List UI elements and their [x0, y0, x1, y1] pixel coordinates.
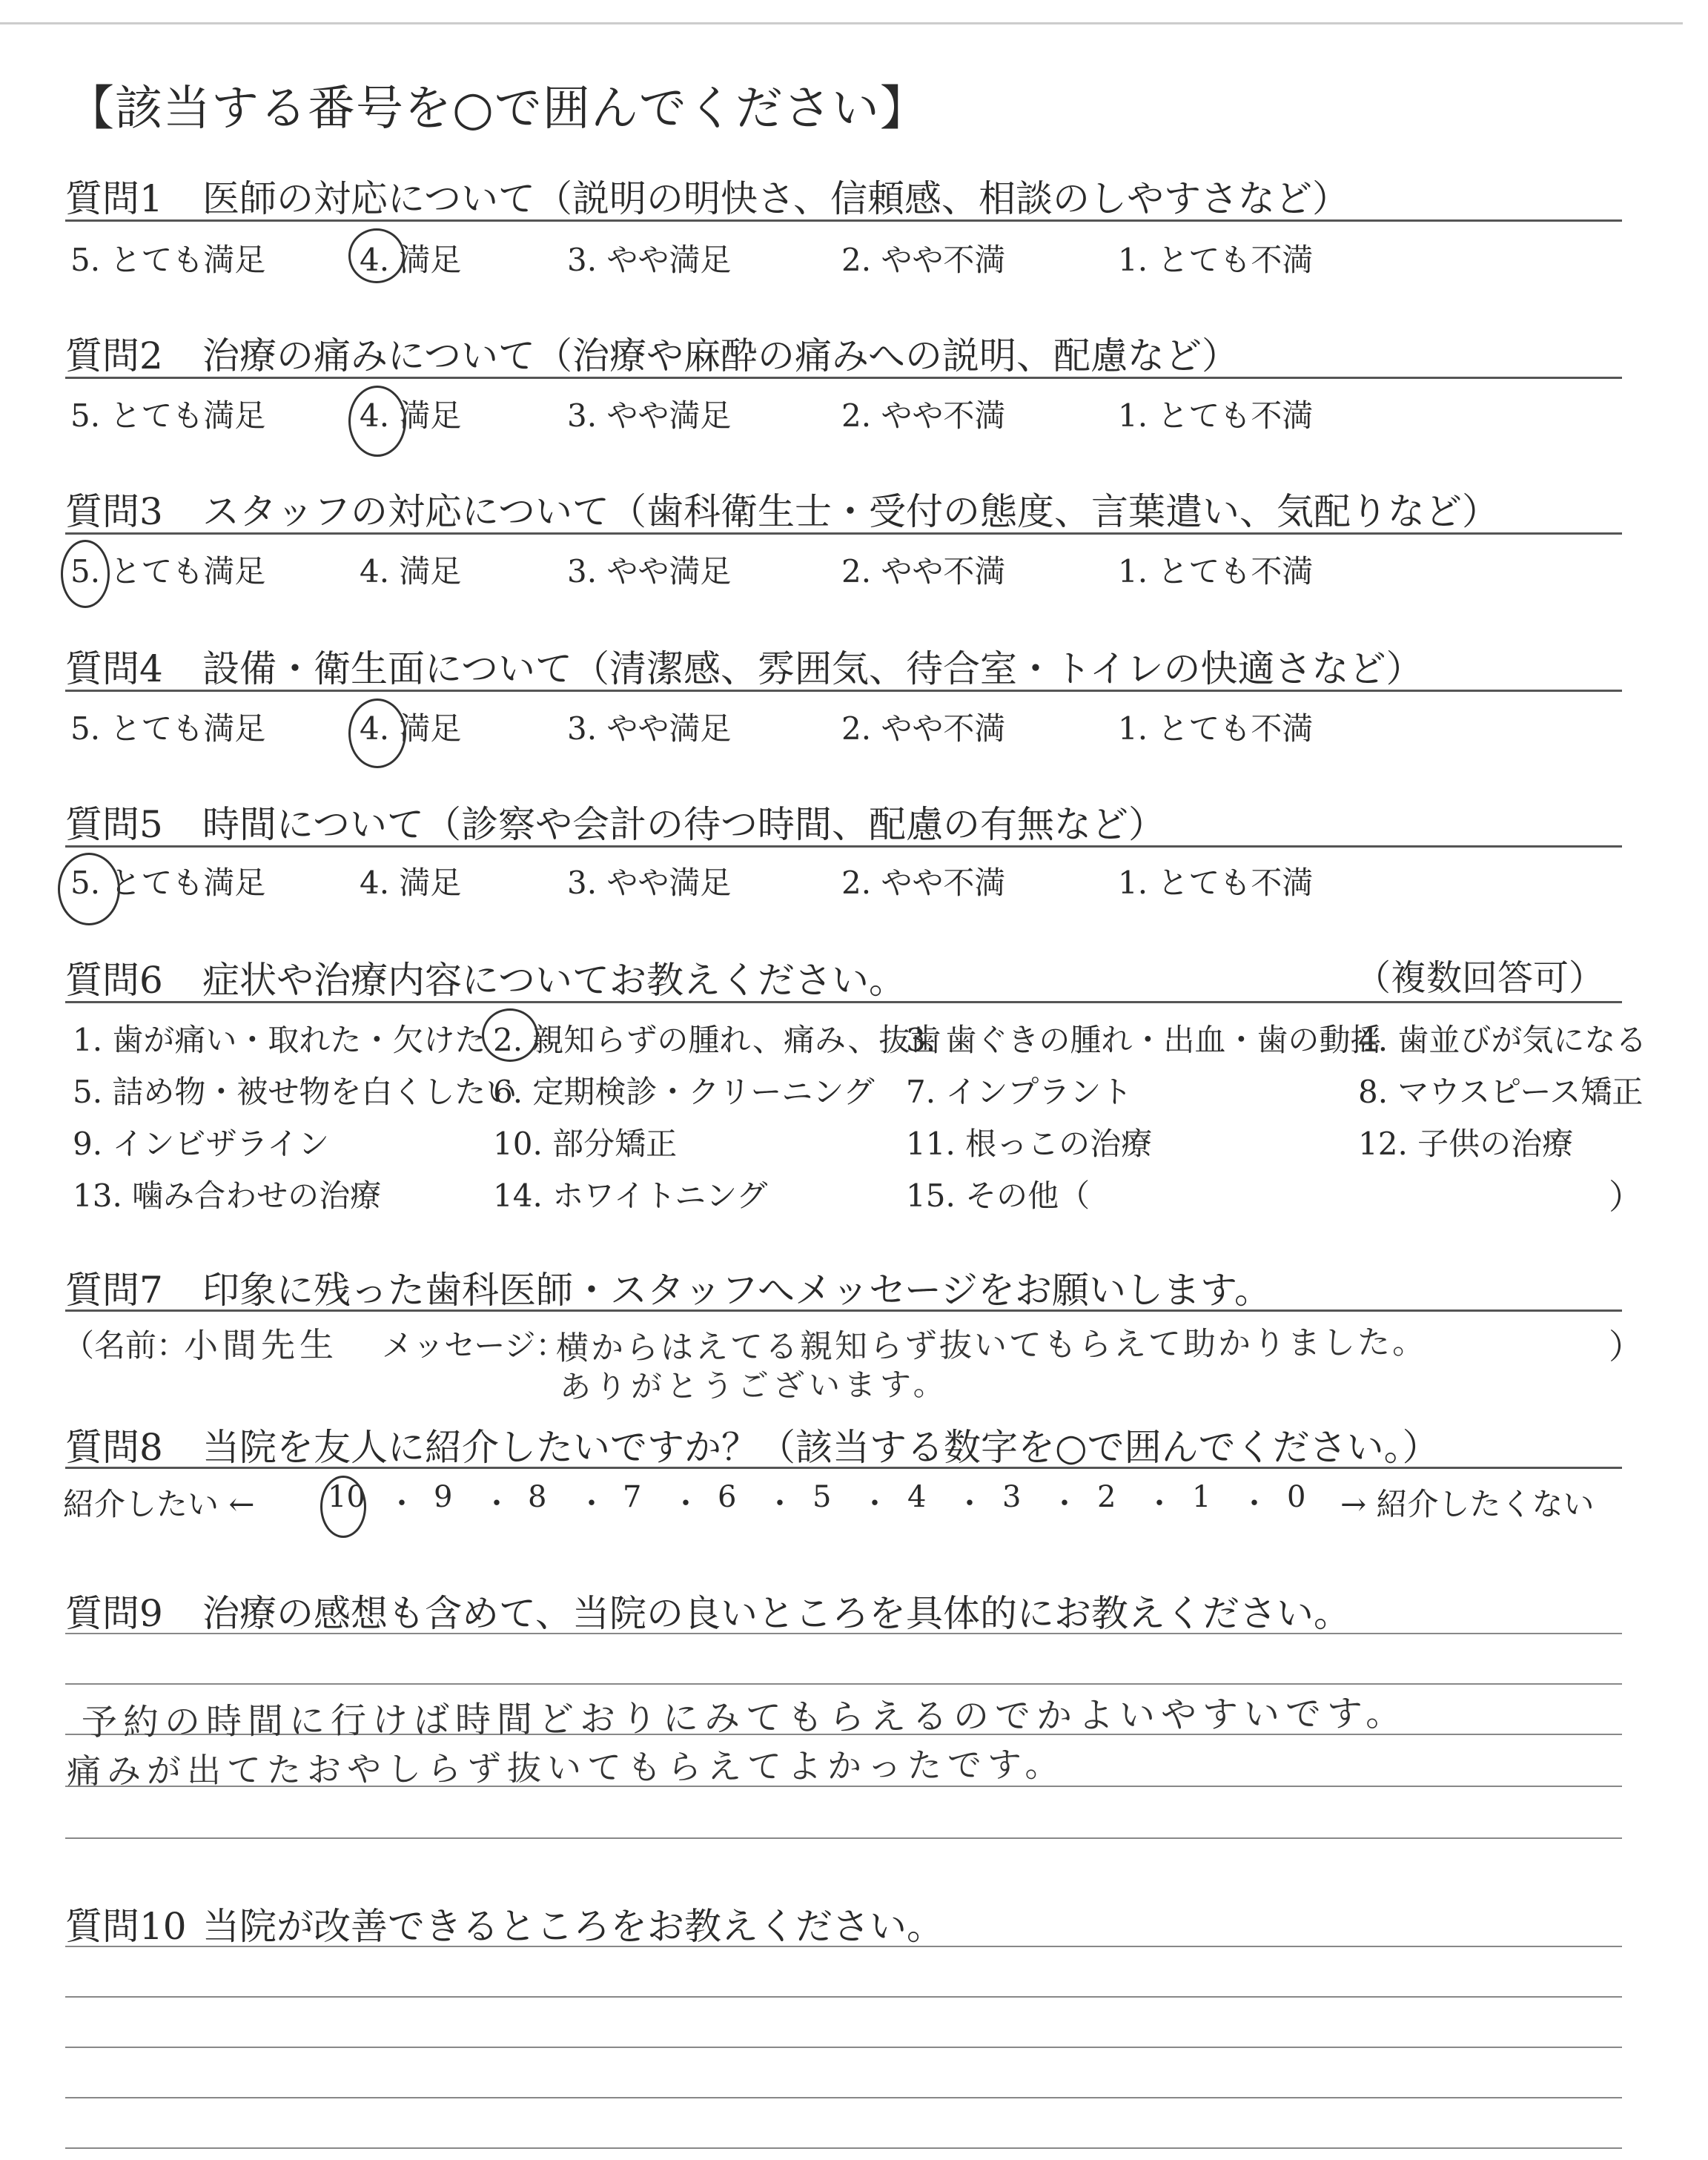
q6-option-10[interactable]: 10. 部分矯正: [493, 1126, 678, 1162]
q8-score-2[interactable]: 2: [1097, 1480, 1116, 1514]
question-9-title: 質問9 治療の感想も含めて、当院の良いところを具体的にお教えください。: [65, 1592, 1351, 1635]
q2-answer-circle: [348, 386, 406, 457]
question-5-rule: [65, 845, 1622, 848]
q8-score-4[interactable]: 4: [907, 1480, 927, 1514]
q1-option-2[interactable]: 2. やや不満: [841, 242, 1006, 278]
q2-option-3[interactable]: 3. やや満足: [567, 397, 732, 434]
q1-option-5[interactable]: 5. とても満足: [70, 242, 266, 278]
q4-option-2[interactable]: 2. やや不満: [841, 710, 1006, 747]
q8-score-9[interactable]: 9: [434, 1480, 453, 1514]
q9-answer-line-1: 予約の時間に行けば時間どおりにみてもらえるのでかよいやすいです。: [81, 1692, 1408, 1744]
q1-answer-circle: [348, 228, 405, 283]
question-10-title: 質問10 当院が改善できるところをお教えください。: [65, 1905, 944, 1948]
q8-dot: ・: [482, 1487, 512, 1521]
q8-dot: ・: [1239, 1487, 1269, 1521]
q2-option-5[interactable]: 5. とても満足: [70, 397, 266, 434]
q8-dot: ・: [765, 1487, 795, 1521]
q8-dot: ・: [1050, 1487, 1079, 1521]
q6-option-8[interactable]: 8. マウスピース矯正: [1358, 1074, 1644, 1110]
q7-message-line-2: ありがとうございます。: [559, 1366, 949, 1405]
q9-answer-line-2: 痛みが出てたおやしらず抜いてもらえてよかったです。: [66, 1744, 1065, 1791]
q8-right-label: → 紹介したくない: [1340, 1486, 1595, 1522]
question-5-title: 質問5 時間について（診察や会計の待つ時間、配慮の有無など）: [65, 803, 1165, 846]
q6-option-13[interactable]: 13. 噛み合わせの治療: [73, 1178, 382, 1214]
q8-dot: ・: [955, 1487, 984, 1521]
multiple-answer-note: （複数回答可）: [1354, 957, 1604, 999]
q6-option-5[interactable]: 5. 詰め物・被せ物を白くしたい: [73, 1074, 517, 1110]
q4-option-4[interactable]: 4. 満足: [360, 710, 462, 747]
q5-option-1[interactable]: 1. とても不満: [1118, 865, 1314, 901]
q6-option-12[interactable]: 12. 子供の治療: [1358, 1126, 1574, 1162]
q5-option-2[interactable]: 2. やや不満: [841, 865, 1006, 901]
q10-answer-line: [65, 1946, 1622, 1947]
q8-score-3[interactable]: 3: [1002, 1480, 1022, 1514]
q3-option-4[interactable]: 4. 満足: [360, 553, 462, 589]
question-3-rule: [65, 532, 1622, 535]
question-4-title: 質問4 設備・衛生面について（清潔感、雰囲気、待合室・トイレの快適さなど）: [65, 647, 1423, 690]
question-7-title: 質問7 印象に残った歯科医師・スタッフへメッセージをお願いします。: [65, 1269, 1271, 1312]
q3-option-2[interactable]: 2. やや不満: [841, 553, 1006, 589]
q8-score-10[interactable]: 10: [328, 1480, 365, 1514]
q3-option-1[interactable]: 1. とても不満: [1118, 553, 1314, 589]
question-4-rule: [65, 690, 1622, 692]
page-top-edge: [0, 22, 1683, 24]
q4-option-1[interactable]: 1. とても不満: [1118, 710, 1314, 747]
q9-answer-line: [65, 1633, 1622, 1634]
q3-option-5[interactable]: 5. とても満足: [70, 553, 266, 589]
q3-answer-circle: [61, 540, 110, 608]
q6-option-6[interactable]: 6. 定期検診・クリーニング: [493, 1074, 875, 1110]
q6-option-1[interactable]: 1. 歯が痛い・取れた・欠けた: [73, 1022, 486, 1058]
q6-option-4[interactable]: 4. 歯並びが気になる: [1358, 1022, 1647, 1058]
q6-option-3[interactable]: 3. 歯ぐきの腫れ・出血・歯の動揺: [906, 1022, 1382, 1058]
q8-left-label: 紹介したい ←: [63, 1486, 255, 1522]
q1-option-3[interactable]: 3. やや満足: [567, 242, 732, 278]
q7-message-line-1: 横からはえてる親知らず抜いてもらえて助かりました。: [555, 1323, 1428, 1368]
question-6-rule: [65, 1001, 1622, 1003]
question-3-title: 質問3 スタッフの対応について（歯科衛生士・受付の態度、言葉遣い、気配りなど）: [65, 490, 1499, 533]
question-7-rule: [65, 1309, 1622, 1312]
question-2-rule: [65, 377, 1622, 379]
q10-answer-line: [65, 2147, 1622, 2149]
q3-option-3[interactable]: 3. やや満足: [567, 553, 732, 589]
question-1-title: 質問1 医師の対応について（説明の明快さ、信頼感、相談のしやすさなど）: [65, 177, 1349, 220]
question-2-title: 質問2 治療の痛みについて（治療や麻酔の痛みへの説明、配慮など）: [65, 334, 1239, 377]
q7-message-label: メッセージ：: [382, 1327, 567, 1364]
q8-score-1[interactable]: 1: [1192, 1480, 1211, 1514]
q8-dot: ・: [671, 1487, 701, 1521]
question-8-title: 質問8 当院を友人に紹介したいですか？（該当する数字を○で囲んでください。）: [65, 1426, 1440, 1469]
question-6-title: 質問6 症状や治療内容についてお教えください。: [65, 959, 906, 1002]
q4-option-5[interactable]: 5. とても満足: [70, 710, 266, 747]
q9-answer-line: [65, 1837, 1622, 1839]
q5-option-5[interactable]: 5. とても満足: [70, 865, 266, 901]
q8-dot: ・: [577, 1487, 606, 1521]
q7-name-label: （名前：: [63, 1327, 188, 1364]
q8-answer-circle: [320, 1476, 366, 1538]
q8-score-5[interactable]: 5: [812, 1480, 832, 1514]
q8-score-7[interactable]: 7: [623, 1480, 642, 1514]
q6-answer-circle: [482, 1008, 538, 1062]
q6-option-11[interactable]: 11. 根っこの治療: [906, 1126, 1153, 1162]
q2-option-1[interactable]: 1. とても不満: [1118, 397, 1314, 434]
q6-option-9[interactable]: 9. インビザライン: [73, 1126, 330, 1162]
q10-answer-line: [65, 2097, 1622, 2098]
q1-option-4[interactable]: 4. 満足: [360, 242, 462, 278]
q2-option-2[interactable]: 2. やや不満: [841, 397, 1006, 434]
q5-option-4[interactable]: 4. 満足: [360, 865, 462, 901]
q7-close-paren: ）: [1609, 1327, 1643, 1367]
q2-option-4[interactable]: 4. 満足: [360, 397, 462, 434]
q8-score-8[interactable]: 8: [528, 1480, 547, 1514]
q6-other-close-paren: ）: [1609, 1177, 1643, 1217]
q6-option-15[interactable]: 15. その他（: [906, 1178, 1090, 1214]
q5-answer-circle: [58, 853, 120, 925]
q7-name-handwritten: 小間先生: [183, 1324, 339, 1366]
q8-dot: ・: [1145, 1487, 1174, 1521]
q10-answer-line: [65, 1996, 1622, 1998]
q1-option-1[interactable]: 1. とても不満: [1118, 242, 1314, 278]
q6-option-14[interactable]: 14. ホワイトニング: [493, 1178, 768, 1214]
q4-answer-circle: [348, 698, 406, 768]
instruction-header: 【該当する番号を○で囲んでください】: [67, 82, 928, 136]
q4-option-3[interactable]: 3. やや満足: [567, 710, 732, 747]
q10-answer-line: [65, 2047, 1622, 2048]
question-1-rule: [65, 219, 1622, 222]
q8-dot: ・: [387, 1487, 417, 1521]
q8-score-0[interactable]: 0: [1287, 1480, 1306, 1514]
q5-option-3[interactable]: 3. やや満足: [567, 865, 732, 901]
q8-dot: ・: [860, 1487, 890, 1521]
q6-option-7[interactable]: 7. インプラント: [906, 1074, 1133, 1110]
q6-option-2[interactable]: 2. 親知らずの腫れ、痛み、抜歯: [493, 1022, 941, 1058]
question-8-rule: [65, 1467, 1622, 1469]
q8-score-6[interactable]: 6: [718, 1480, 737, 1514]
